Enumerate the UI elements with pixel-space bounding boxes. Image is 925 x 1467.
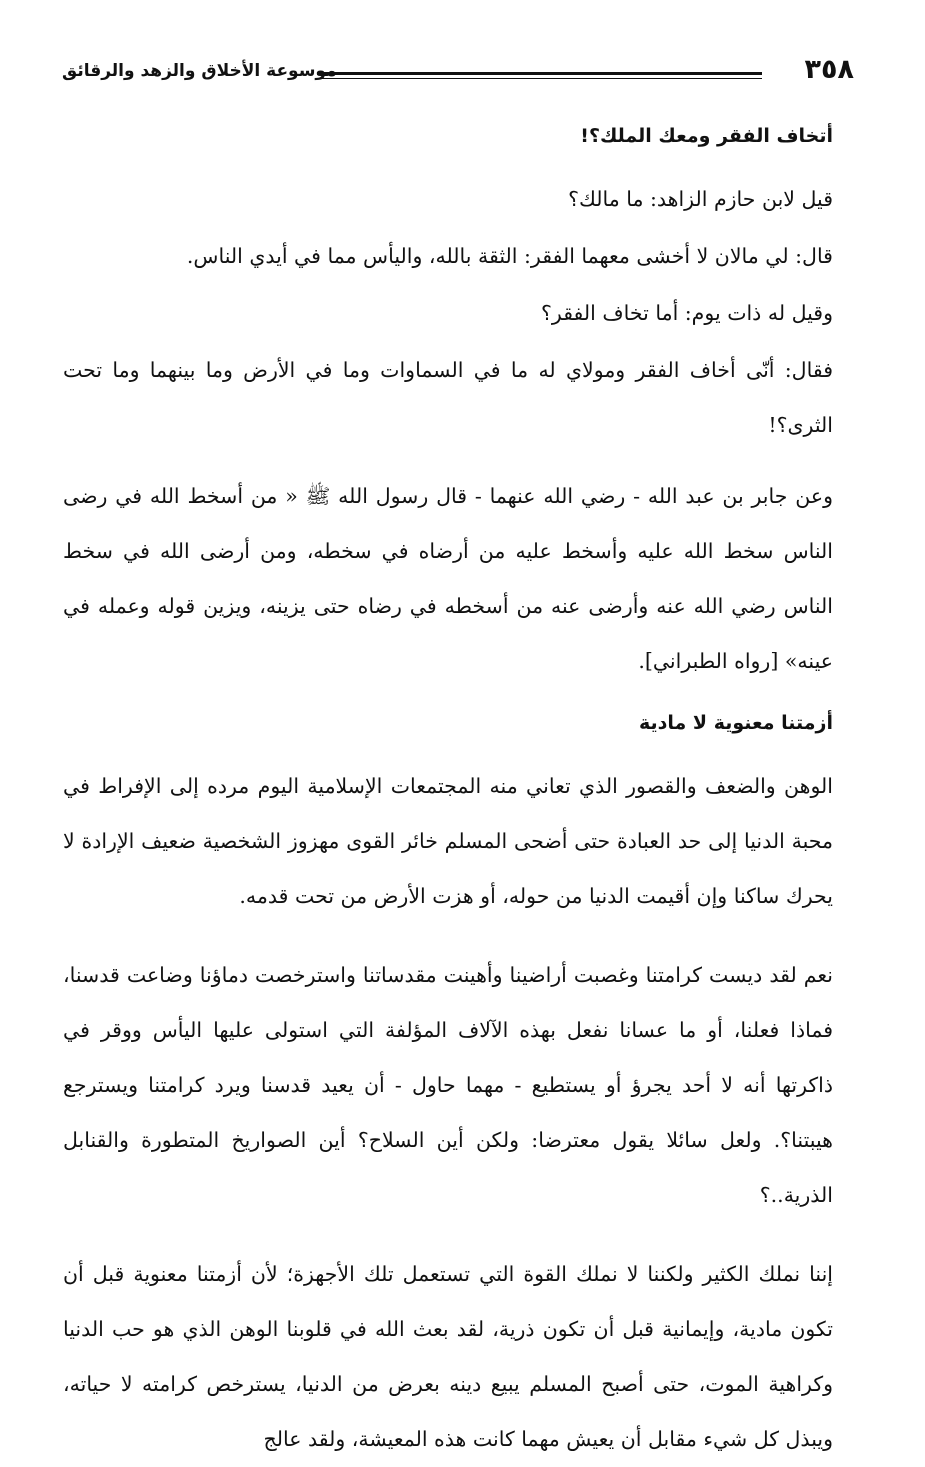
book-title: موسوعة الأخلاق والزهد والرقائق [62, 61, 337, 81]
paragraph: فقال: أنّى أخاف الفقر ومولاي له ما في السماوات وما في الأرض وما بينهما وما تحت الثرى؟! [63, 358, 833, 437]
paragraph: قال: لي مالان لا أخشى معهما الفقر: الثقة بالله، واليأس مما في أيدي الناس. [186, 244, 833, 268]
section-heading-fear-of-poverty: أتخاف الفقر ومعك الملك؟! [580, 125, 833, 147]
page-content [63, 118, 833, 1467]
page-number: ٣٥٨ [804, 54, 854, 85]
paragraph: إننا نملك الكثير ولكننا لا نملك القوة التي تستعمل تلك الأجهزة؛ لأن أزمتنا معنوية قبل أن تكون مادية، وإيمانية قبل أن تكون ذرية، لقد بعث الله في قلوبنا الوهن الذي هو حب الدنيا وكراهية الموت، حتى أصبح المسلم يبيع دينه بعرض من الدنيا، يسترخص كرامته لا حياته، ويبذل كل شيء مقابل أن يعيش مهما كانت هذه المعيشة، ولقد عالج [63, 1262, 833, 1451]
header-rule [317, 72, 762, 75]
paragraph: قيل لابن حازم الزاهد: ما مالك؟ [568, 187, 833, 211]
header-rule-thin [317, 78, 762, 79]
section-heading-moral-crisis: أزمتنا معنوية لا مادية [639, 712, 833, 734]
paragraph: وقيل له ذات يوم: أما تخاف الفقر؟ [541, 301, 833, 325]
page-header [62, 52, 854, 92]
paragraph: نعم لقد ديست كرامتنا وغصبت أراضينا وأهينت مقدساتنا واسترخصت دماؤنا وضاعت قدسنا، فماذا فعلنا، أو ما عسانا نفعل بهذه الآلاف المؤلفة التي استولى عليها اليأس ووقر في ذاكرتها أنه لا أحد يجرؤ أو يستطيع - مهما حاول - أن يعيد قدسنا ويرد كرامتنا ويسترجع هيبتنا؟. ولعل سائلا يقول معترضا: ولكن أين السلاح؟ أين الصواريخ المتطورة والقنابل الذرية..؟ [63, 963, 833, 1207]
paragraph: الوهن والضعف والقصور الذي تعاني منه المجتمعات الإسلامية اليوم مرده إلى الإفراط في محبة الدنيا إلى حد العبادة حتى أضحى المسلم خائر القوى مهزوز الشخصية ضعيف الإرادة لا يحرك ساكنا وإن أقيمت الدنيا من حوله، أو هزت الأرض من تحت قدمه. [63, 774, 833, 908]
hadith-paragraph: وعن جابر بن عبد الله - رضي الله عنهما - قال رسول الله ﷺ « من أسخط الله في رضى الناس سخط الله عليه وأسخط عليه من أرضاه في سخطه، ومن أرضى الله في سخط الناس رضي الله عنه وأرضى عنه من أسخطه في رضاه حتى يزينه، ويزين قوله وعمله في عينه» [رواه الطبراني]. [63, 484, 833, 673]
